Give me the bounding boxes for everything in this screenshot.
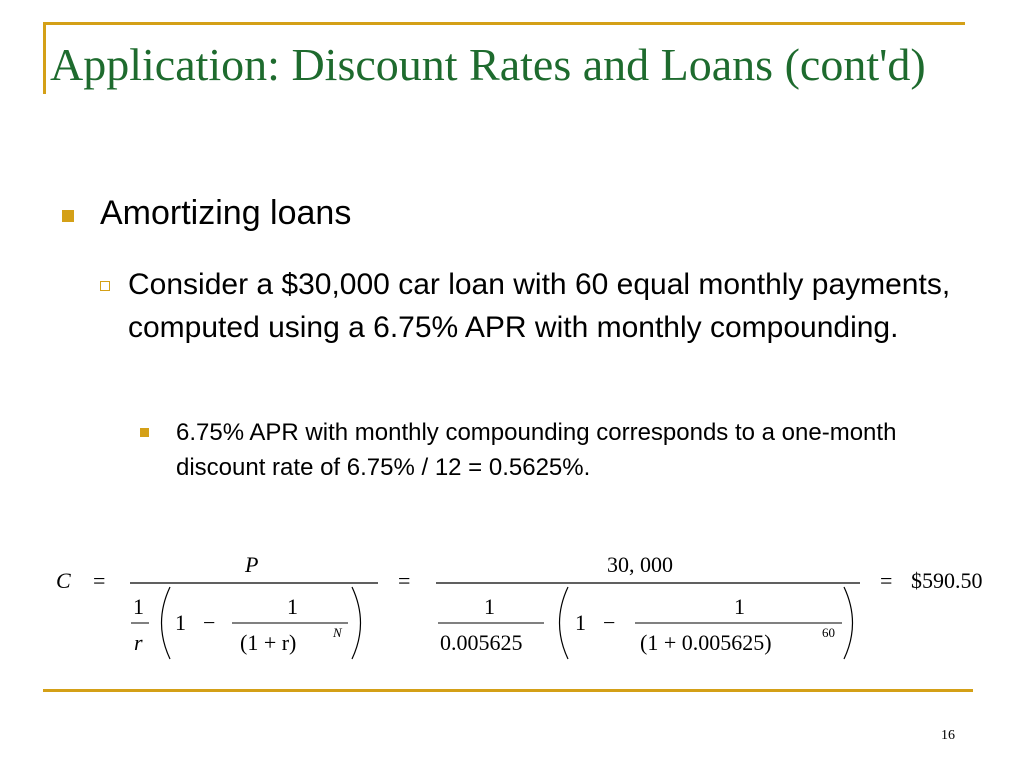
formula-svg (0, 545, 1024, 665)
formula-equals-1: = (93, 568, 106, 593)
numeric-minus: − (603, 610, 616, 635)
formula-equals-3: = (880, 568, 893, 593)
numeric-right-paren (844, 587, 853, 659)
page-number: 16 (941, 728, 955, 743)
general-numerator: P (245, 552, 259, 577)
numeric-inner-numerator: 1 (734, 594, 745, 619)
numeric-one: 1 (575, 610, 586, 635)
numeric-rate: 0.005625 (440, 630, 523, 655)
general-minus: − (203, 610, 216, 635)
formula-result: $590.50 (911, 568, 983, 593)
general-one-over-r-numerator: 1 (133, 594, 144, 619)
footer-rule (43, 689, 973, 692)
bullet-level-1-text: Amortizing loans (100, 194, 352, 232)
slide-title: Application: Discount Rates and Loans (cont'd) (50, 39, 926, 90)
general-right-paren (352, 587, 361, 659)
bullet-level-3-text: 6.75% APR with monthly compounding corresponds to a one-month discount rate of 6.75% / 12 = 0.5625%. (176, 419, 897, 481)
formula-equals-2: = (398, 568, 411, 593)
general-inner-numerator: 1 (287, 594, 298, 619)
numeric-inner-denominator: (1 + 0.005625) (640, 630, 772, 655)
general-one: 1 (175, 610, 186, 635)
formula-lhs: C (56, 568, 71, 593)
bullet-level-2 (100, 263, 980, 349)
numeric-one-over-rate-numerator: 1 (484, 594, 495, 619)
title-frame-top-rule (43, 22, 965, 25)
annuity-payment-formula (0, 545, 1024, 665)
numeric-numerator: 30, 000 (607, 552, 673, 577)
title-frame-left-rule (43, 22, 46, 94)
square-bullet-icon (62, 210, 74, 222)
numeric-left-paren (560, 587, 569, 659)
general-inner-denominator: (1 + r) (240, 630, 297, 655)
hollow-square-bullet-icon (100, 281, 110, 291)
bullet-level-3 (140, 415, 980, 485)
numeric-exponent: 60 (822, 625, 835, 640)
general-one-over-r-denominator: r (134, 630, 143, 655)
general-left-paren (162, 587, 171, 659)
bullet-level-2-text: Consider a $30,000 car loan with 60 equal monthly payments, computed using a 6.75% APR with monthly compounding. (128, 268, 951, 344)
square-bullet-icon (140, 428, 149, 437)
general-exponent: N (333, 625, 342, 640)
bullet-level-1 (62, 193, 351, 233)
